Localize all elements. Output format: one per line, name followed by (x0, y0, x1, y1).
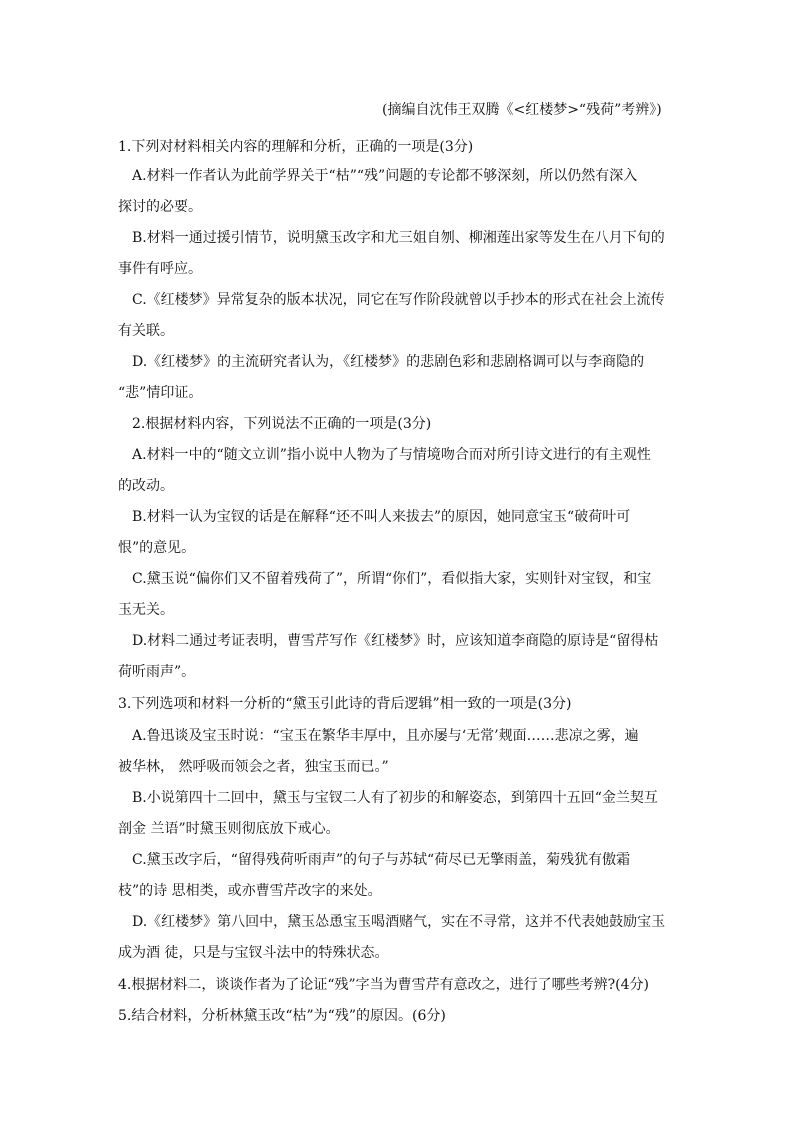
q3-option-b-cont: 剖金 兰语”时黛玉则彻底放下戒心。 (118, 821, 340, 837)
q1-option-a: A.材料一作者认为此前学界关于“枯”“残”问题的专论都不够深刻，所以仍然有深入 (132, 168, 638, 184)
q3-option-d-cont: 成为酒 徒，只是与宝钗斗法中的特殊状态。 (118, 945, 389, 961)
q1-option-b: B.材料一通过援引情节，说明黛玉改字和尤三姐自刎、柳湘莲出家等发生在八月下旬的 (132, 230, 665, 246)
q2-option-c: C.黛玉说“偏你们又不留着残荷了”，所谓“你们”，看似指大家，实则针对宝钗，和宝 (132, 571, 652, 587)
q3-option-c-cont: 枝”的诗 思相类，或亦曹雪芹改字的来处。 (118, 883, 382, 899)
q1-option-b-cont: 事件有呼应。 (118, 261, 202, 277)
q1-option-c: C.《红楼梦》异常复杂的版本状况，同它在写作阶段就曾以手抄本的形式在社会上流传 (132, 292, 665, 308)
q1-option-a-cont: 探讨的必要。 (118, 199, 202, 215)
q2-option-a-cont: 的改动。 (118, 478, 174, 494)
question-3-stem: 3.下列选项和材料一分析的“黛玉引此诗的背后逻辑”相一致的一项是(3分) (118, 696, 572, 712)
question-5: 5.结合材料，分析林黛玉改“枯”为“残”的原因。(6分) (118, 1008, 446, 1024)
q3-option-a-cont: 被华林， 然呼吸而领会之者，独宝玉而已。” (118, 759, 389, 775)
q3-option-b: B.小说第四十二回中，黛玉与宝钗二人有了初步的和解姿态，到第四十五回“金兰契互 (132, 790, 658, 806)
source-citation: (摘编自沈伟王双腾《<红楼梦>“残荷”考辨》) (382, 102, 662, 118)
q2-option-c-cont: 玉无关。 (118, 602, 174, 618)
question-2-stem: 2.根据材料内容，下列说法不正确的一项是(3分) (132, 416, 432, 432)
q2-option-b-cont: 恨”的意见。 (118, 540, 196, 556)
q3-option-c: C.黛玉改字后，“留得残荷听雨声”的句子与苏轼“荷尽已无擎雨盖，菊残犹有傲霜 (132, 852, 631, 868)
q1-option-d-cont: “悲”情印证。 (118, 385, 203, 401)
q2-option-a: A.材料一中的“随文立训”指小说中人物为了与情境吻合而对所引诗文进行的有主观性 (132, 447, 651, 463)
q2-option-b: B.材料一认为宝钗的话是在解释“还不叫人来拔去”的原因，她同意宝玉“破荷叶可 (132, 509, 631, 525)
q2-option-d: D.材料二通过考证表明，曹雪芹写作《红楼梦》时，应该知道李商隐的原诗是“留得枯 (132, 633, 659, 649)
q3-option-a: A.鲁迅谈及宝玉时说：“宝玉在繁华丰厚中，且亦屡与‘无常’觌面……悲凉之雾，遍 (132, 728, 639, 744)
q1-option-c-cont: 有关联。 (118, 323, 174, 339)
question-4: 4.根据材料二，谈谈作者为了论证“残”字当为曹雪芹有意改之，进行了哪些考辨?(4分) (118, 977, 650, 993)
q3-option-d: D.《红楼梦》第八回中，黛玉怂恿宝玉喝酒赌气，实在不寻常，这并不代表她鼓励宝玉 (132, 914, 666, 930)
q1-option-d: D.《红楼梦》的主流研究者认为，《红楼梦》的悲剧色彩和悲剧格调可以与李商隐的 (132, 354, 645, 370)
question-1-stem: 1.下列对材料相关内容的理解和分析，正确的一项是(3分) (118, 139, 474, 155)
q2-option-d-cont: 荷听雨声”。 (118, 664, 196, 680)
